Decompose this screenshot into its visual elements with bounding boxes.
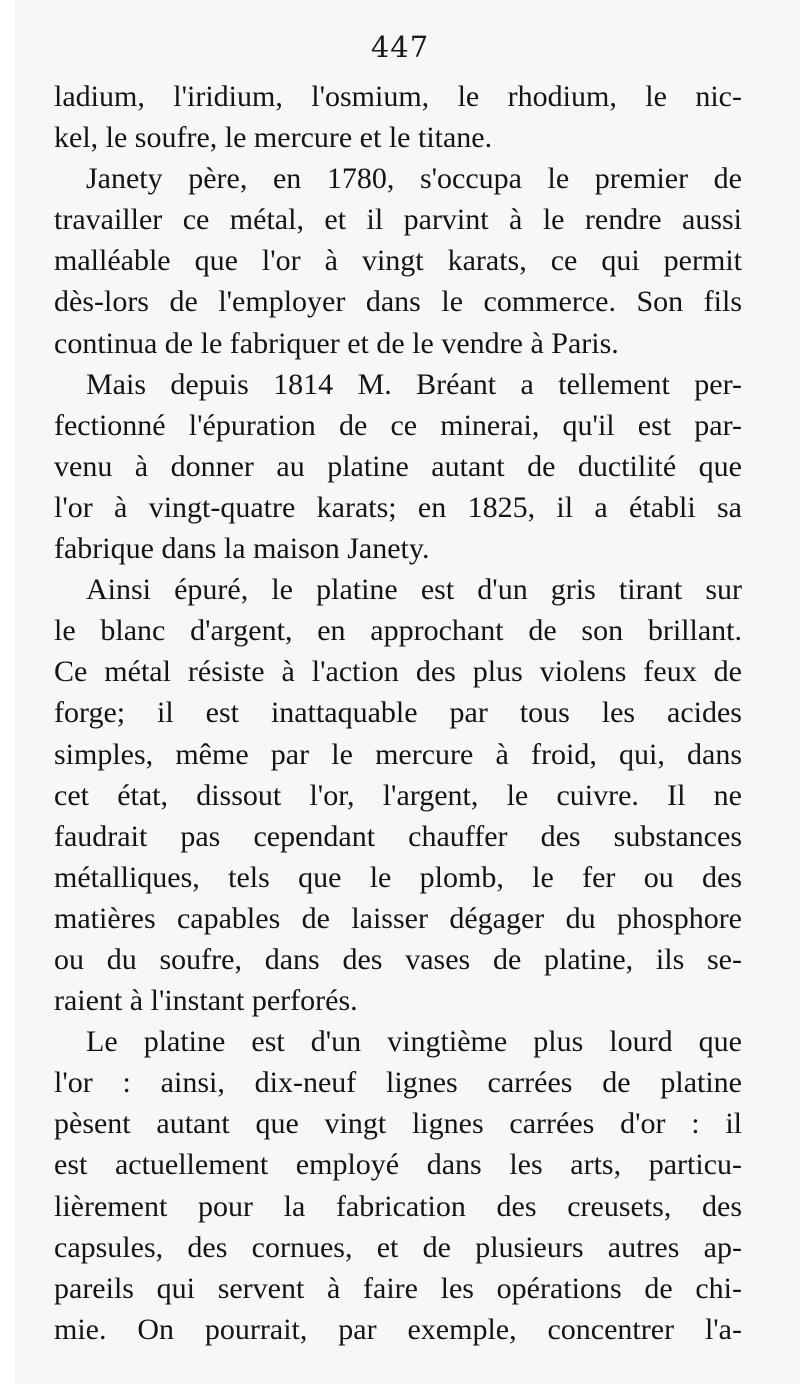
- text-line: capsules, des cornues, et de plusieurs autres ap-: [54, 1230, 742, 1264]
- text-line: kel, le soufre, le mercure et le titane.: [54, 121, 493, 155]
- text-line: faudrait pas cependant chauffer des substances: [54, 819, 742, 853]
- text-line: Le platine est d'un vingtième plus lourd que: [86, 1025, 742, 1059]
- text-line: simples, même par le mercure à froid, qui, dans: [54, 737, 742, 771]
- text-line: le blanc d'argent, en approchant de son brillant.: [54, 614, 742, 648]
- text-line: Ainsi épuré, le platine est d'un gris tirant sur: [86, 573, 742, 607]
- text-line: métalliques, tels que le plomb, le fer ou des: [54, 860, 742, 894]
- text-line: forge; il est inattaquable par tous les acides: [54, 696, 742, 730]
- text-line: fectionné l'épuration de ce minerai, qu'il est par-: [54, 408, 742, 442]
- text-line: Mais depuis 1814 M. Bréant a tellement per-: [86, 367, 742, 401]
- text-line: pareils qui servent à faire les opérations de chi-: [54, 1271, 742, 1305]
- text-line: travailler ce métal, et il parvint à le rendre aussi: [54, 203, 742, 237]
- scan-margin-bottom: [0, 1384, 800, 1394]
- text-line: ladium, l'iridium, l'osmium, le rhodium, le nic-: [54, 80, 742, 113]
- body-text: [54, 76, 742, 1350]
- text-line: dès-lors de l'employer dans le commerce. Son fils: [54, 285, 742, 319]
- text-line: mie. On pourrait, par exemple, concentrer l'a-: [54, 1312, 742, 1346]
- text-line: Ce métal résiste à l'action des plus violens feux de: [54, 655, 742, 689]
- text-line: ou du soufre, dans des vases de platine, ils se-: [54, 942, 742, 976]
- text-line: est actuellement employé dans les arts, particu-: [54, 1148, 742, 1182]
- text-line: l'or : ainsi, dix-neuf lignes carrées de platine: [54, 1066, 742, 1100]
- scan-margin-left: [0, 0, 14, 1394]
- text-line: fabrique dans la maison Janety.: [54, 532, 430, 566]
- text-line: malléable que l'or à vingt karats, ce qui permit: [54, 244, 742, 278]
- text-line: continua de le fabriquer et de le vendre à Paris.: [54, 326, 619, 360]
- text-line: raient à l'instant perforés.: [54, 984, 358, 1018]
- text-line: lièrement pour la fabrication des creusets, des: [54, 1189, 742, 1223]
- text-line: matières capables de laisser dégager du phosphore: [54, 901, 742, 935]
- text-line: venu à donner au platine autant de ductilité que: [54, 449, 742, 483]
- text-line: Janety père, en 1780, s'occupa le premier de: [86, 162, 742, 196]
- text-line: l'or à vingt-quatre karats; en 1825, il a établi sa: [54, 490, 742, 524]
- text-line: cet état, dissout l'or, l'argent, le cuivre. Il ne: [54, 778, 742, 812]
- page-number: 447: [370, 30, 430, 64]
- text-line: pèsent autant que vingt lignes carrées d'or : il: [54, 1107, 742, 1141]
